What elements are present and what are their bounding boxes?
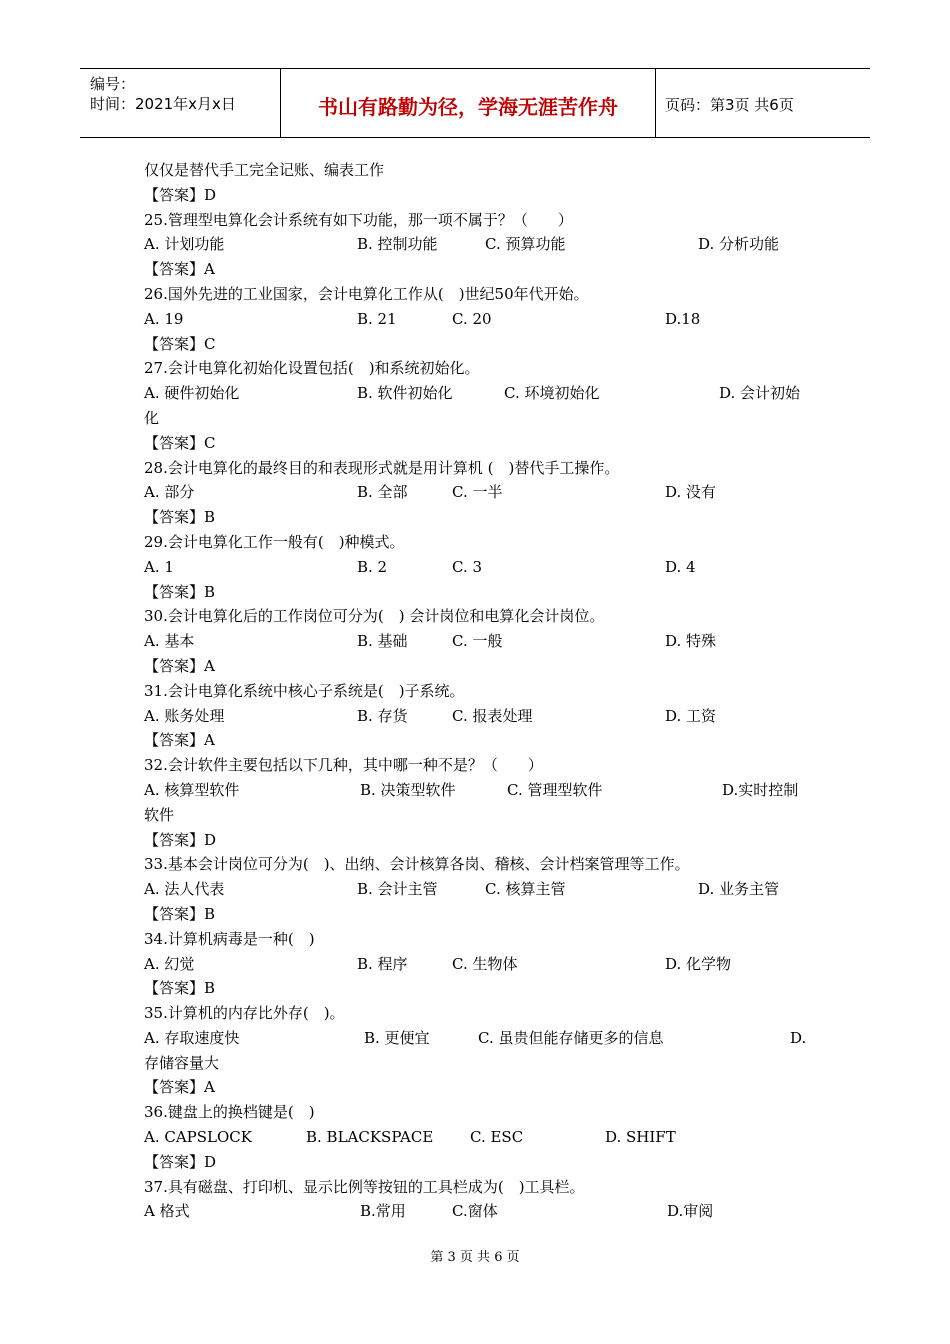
answer-line: 【答案】C <box>144 433 216 452</box>
header-page-cell <box>655 69 870 137</box>
option-d: D.审阅 <box>667 1202 714 1221</box>
text-line: 化 <box>144 408 160 427</box>
text-line: 仅仅是替代手工完全记账、编表工作 <box>144 161 385 179</box>
option-c: C. 核算主管 <box>485 880 566 899</box>
option-b: B.常用 <box>360 1202 406 1221</box>
options-row <box>144 877 814 902</box>
options-row <box>144 1125 814 1150</box>
option-d: D. <box>790 1028 807 1047</box>
header-info <box>80 69 280 137</box>
option-d: D. 分析功能 <box>698 235 780 254</box>
option-c: C. 20 <box>452 309 492 328</box>
option-b: B. 程序 <box>357 954 408 973</box>
question-line: 28.会计电算化的最终目的和表现形式就是用计算机 ( )替代手工操作。 <box>144 458 620 477</box>
option-c: C.窗体 <box>452 1202 498 1221</box>
answer-line: 【答案】B <box>144 508 216 527</box>
options-row <box>144 704 814 729</box>
question-line: 30.会计电算化后的工作岗位可分为( ) 会计岗位和电算化会计岗位。 <box>144 607 605 626</box>
option-a: A. 部分 <box>144 483 195 502</box>
options-row <box>144 1026 814 1051</box>
question-line: 29.会计电算化工作一般有( )种模式。 <box>144 532 405 551</box>
option-b: B. BLACKSPACE <box>306 1128 434 1147</box>
option-b: B. 会计主管 <box>357 880 438 899</box>
option-a: A. 计划功能 <box>144 235 225 254</box>
question-line: 26.国外先进的工业国家，会计电算化工作从( )世纪50年代开始。 <box>144 284 589 303</box>
option-a: A. 幻觉 <box>144 954 195 973</box>
question-line: 35.计算机的内存比外存( )。 <box>144 1004 345 1023</box>
text-line: 软件 <box>144 805 175 824</box>
question-line: 25.管理型电算化会计系统有如下功能，那一项不属于？（ ） <box>144 210 573 229</box>
option-a: A. 基本 <box>144 632 195 651</box>
document-time-label: 时间：2021年x月x日 <box>90 95 236 113</box>
question-content <box>144 158 814 1224</box>
option-d: D. 特殊 <box>665 632 717 651</box>
page-footer: 第 3 页 共 6 页 <box>430 1250 520 1265</box>
option-b: B. 基础 <box>357 632 408 651</box>
option-a: A. 法人代表 <box>144 880 225 899</box>
answer-line: 【答案】D <box>144 185 217 204</box>
option-c: C. 环境初始化 <box>504 384 600 403</box>
option-c: C. 虽贵但能存储更多的信息 <box>478 1028 664 1047</box>
option-c: C. 管理型软件 <box>507 780 603 799</box>
options-row <box>144 381 814 406</box>
option-d: D. 化学物 <box>665 954 732 973</box>
option-c: C. ESC <box>470 1128 524 1147</box>
option-b: B. 决策型软件 <box>360 780 456 799</box>
options-row <box>144 629 814 654</box>
question-line: 37.具有磁盘、打印机、显示比例等按钮的工具栏成为( )工具栏。 <box>144 1177 585 1196</box>
option-a: A 格式 <box>144 1202 190 1221</box>
option-a: A. 存取速度快 <box>144 1028 240 1047</box>
text-line: 存储容量大 <box>144 1053 220 1072</box>
answer-line: 【答案】A <box>144 1078 215 1097</box>
options-row <box>144 778 814 803</box>
option-d: D. 工资 <box>665 706 717 725</box>
answer-line: 【答案】B <box>144 979 216 998</box>
option-d: D.18 <box>665 309 701 328</box>
option-c: C. 3 <box>452 557 483 576</box>
header-page-number: 页码：第3页 共6页 <box>665 96 794 114</box>
option-b: B. 21 <box>357 309 397 328</box>
answer-line: 【答案】D <box>144 830 217 849</box>
option-b: B. 软件初始化 <box>357 384 453 403</box>
option-d: D. 业务主管 <box>698 880 780 899</box>
page-header <box>80 68 870 138</box>
question-line: 34.计算机病毒是一种( ) <box>144 929 315 948</box>
option-a: A. 1 <box>144 557 174 576</box>
option-b: B. 全部 <box>357 483 408 502</box>
option-b: B. 控制功能 <box>357 235 438 254</box>
answer-line: 【答案】B <box>144 582 216 601</box>
options-row <box>144 307 814 332</box>
question-line: 32.会计软件主要包括以下几种，其中哪一种不是？（ ） <box>144 756 543 775</box>
document-number-label: 编号： <box>90 75 136 93</box>
answer-line: 【答案】B <box>144 904 216 923</box>
options-row <box>144 555 814 580</box>
answer-line: 【答案】A <box>144 656 215 675</box>
option-a: A. 账务处理 <box>144 706 225 725</box>
options-row <box>144 480 814 505</box>
option-c: C. 预算功能 <box>485 235 566 254</box>
answer-line: 【答案】A <box>144 260 215 279</box>
question-line: 27.会计电算化初始化设置包括( )和系统初始化。 <box>144 359 480 378</box>
answer-line: 【答案】A <box>144 731 215 750</box>
option-d: D.实时控制 <box>722 780 799 799</box>
header-motto: 书山有路勤为径，学海无涯苦作舟 <box>318 95 618 119</box>
option-a: A. CAPSLOCK <box>144 1128 252 1147</box>
option-a: A. 核算型软件 <box>144 780 240 799</box>
option-c: C. 一半 <box>452 483 503 502</box>
question-line: 31.会计电算化系统中核心子系统是( )子系统。 <box>144 681 465 700</box>
options-row <box>144 952 814 977</box>
options-row <box>144 232 814 257</box>
option-c: C. 生物体 <box>452 954 518 973</box>
question-line: 33.基本会计岗位可分为( )、出纳、会计核算各岗、稽核、会计档案管理等工作。 <box>144 855 690 874</box>
option-d: D. SHIFT <box>605 1128 676 1147</box>
question-line: 36.键盘上的换档键是( ) <box>144 1103 315 1122</box>
header-motto-cell <box>280 69 656 137</box>
option-c: C. 一般 <box>452 632 503 651</box>
option-b: B. 更便宜 <box>364 1028 430 1047</box>
options-row <box>144 1199 814 1224</box>
option-d: D. 4 <box>665 557 696 576</box>
answer-line: 【答案】D <box>144 1152 217 1171</box>
option-a: A. 硬件初始化 <box>144 384 240 403</box>
answer-line: 【答案】C <box>144 334 216 353</box>
option-c: C. 报表处理 <box>452 706 533 725</box>
option-b: B. 2 <box>357 557 388 576</box>
option-d: D. 会计初始 <box>719 384 801 403</box>
option-b: B. 存货 <box>357 706 408 725</box>
option-d: D. 没有 <box>665 483 717 502</box>
option-a: A. 19 <box>144 309 184 328</box>
